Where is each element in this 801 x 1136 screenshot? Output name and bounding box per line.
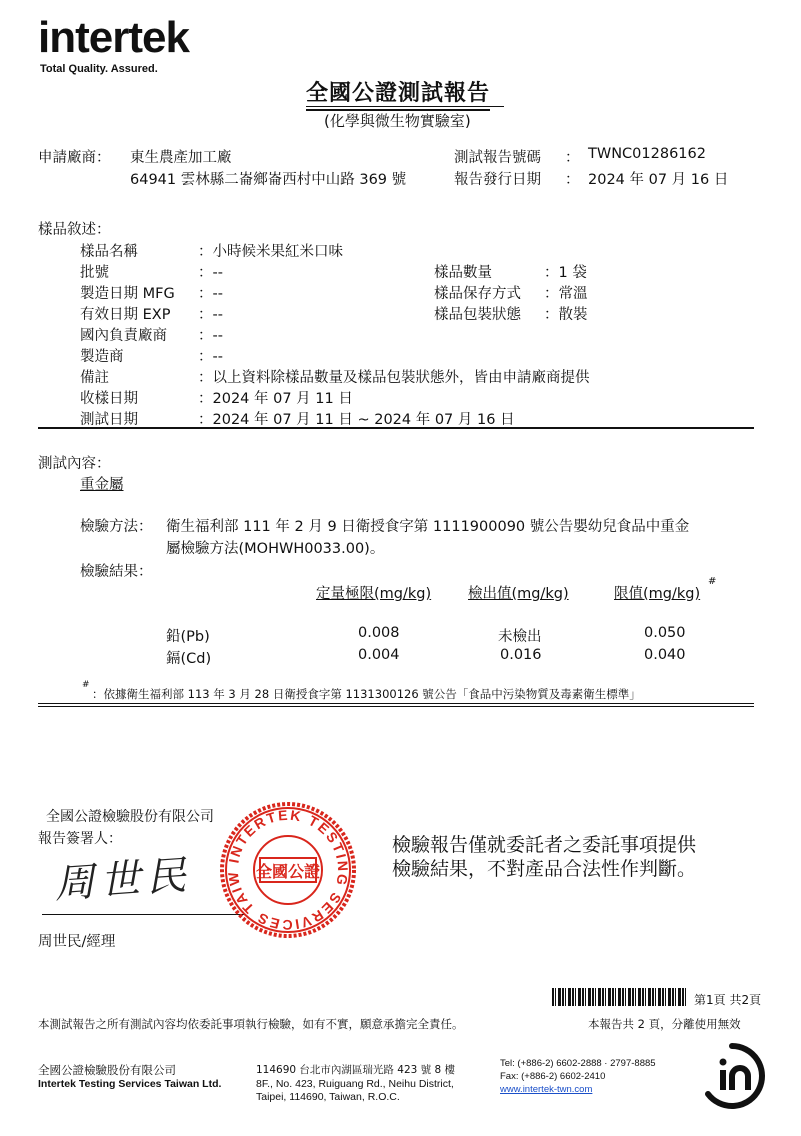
issue-date-label: 報告發行日期 — [454, 172, 541, 188]
sample-field-label: 樣品保存方式 — [434, 286, 521, 302]
applicant-address: 64941 雲林縣二崙鄉崙西村中山路 369 號 — [130, 172, 407, 188]
footer-address-en: 8F., No. 423, Ruiguang Rd., Neihu District, — [256, 1078, 454, 1090]
sample-field-label: 批號 — [80, 265, 109, 281]
section-divider — [38, 427, 754, 429]
sample-field-value: ：散裝 — [544, 307, 588, 323]
sample-field-value: ：2024 年 07 月 11 日 ~ 2024 年 07 月 16 日 — [198, 412, 515, 428]
method-text: 衛生福利部 111 年 2 月 9 日衛授食字第 1111900090 號公告嬰幼兒食品中重金 — [166, 519, 690, 535]
applicant-name: 東生農產加工廠 — [130, 150, 232, 166]
sample-field-value: ：以上資料除樣品數量及樣品包裝狀態外，皆由申請廠商提供 — [198, 370, 590, 386]
footer-address-en: Taipei, 114690, Taiwan, R.O.C. — [256, 1091, 400, 1103]
signer-name: 周世民/經理 — [38, 934, 116, 950]
result-loq: 0.008 — [358, 625, 400, 641]
notice-line: 檢驗報告僅就委託者之委託事項提供 — [392, 834, 697, 856]
sample-field-value: ：1 袋 — [544, 265, 587, 281]
report-subtitle: (化學與微生物實驗室) — [324, 112, 471, 130]
header-limit: 限值(mg/kg) — [614, 586, 701, 602]
sample-field-label: 樣品數量 — [434, 265, 492, 281]
report-title: 全國公證測試報告 — [306, 76, 490, 111]
disclaimer: 本測試報告之所有測試內容均依委託事項執行檢驗，如有不實，願意承擔完全責任。 — [38, 1017, 464, 1031]
seal-center-text: 全國公證 — [255, 862, 321, 881]
total-pages: 本報告共 2 頁，分離使用無效 — [588, 1017, 741, 1031]
report-no-label: 測試報告號碼 — [454, 150, 541, 166]
method-label: 檢驗方法： — [80, 519, 153, 535]
section-divider — [38, 706, 754, 707]
result-item: 鎘(Cd) — [166, 651, 212, 667]
intertek-logo: intertek — [38, 13, 189, 62]
test-section-label: 測試內容： — [38, 456, 111, 472]
notice-line: 檢驗結果，不對產品合法性作判斷。 — [392, 858, 697, 880]
sample-field-value: ：-- — [198, 307, 223, 323]
result-label: 檢驗結果： — [80, 564, 153, 580]
intertek-circle-logo-icon — [696, 1040, 768, 1116]
barcode — [552, 988, 688, 1006]
footer-url-link[interactable]: www.intertek-twn.com — [500, 1084, 593, 1095]
sample-field-label: 國內負責廠商 — [80, 328, 167, 344]
header-limit-mark: # — [708, 576, 717, 587]
page-info: 第1頁 共2頁 — [694, 993, 762, 1007]
footer-address-zh: 114690 台北市內湖區瑞光路 423 號 8 樓 — [256, 1064, 455, 1076]
footer-fax: Fax: (+886-2) 6602-2410 — [500, 1071, 606, 1082]
signer-label: 報告簽署人： — [38, 831, 122, 847]
sample-field-label: 製造日期 MFG — [80, 286, 175, 302]
brand-tagline: Total Quality. Assured. — [40, 63, 158, 75]
sample-field-label: 製造商 — [80, 349, 124, 365]
header-loq: 定量極限(mg/kg) — [316, 586, 432, 602]
sample-field-value: ：-- — [198, 286, 223, 302]
sample-field-value: ：2024 年 07 月 11 日 — [198, 391, 353, 407]
sample-field-label: 備註 — [80, 370, 109, 386]
footer-company-en: Intertek Testing Services Taiwan Ltd. — [38, 1078, 222, 1090]
footer-tel: Tel: (+886-2) 6602-2888 · 2797-8885 — [500, 1058, 656, 1069]
sample-field-label: 樣品包裝狀態 — [434, 307, 521, 323]
report-no: TWNC01286162 — [588, 146, 706, 162]
footnote-text: ：依據衛生福利部 113 年 3 月 28 日衛授食字第 1131300126 號公告「食品中污染物質及毒素衛生標準」 — [92, 687, 641, 701]
sample-section-label: 樣品敘述： — [38, 222, 111, 238]
result-detected: 未檢出 — [498, 629, 542, 645]
result-limit: 0.050 — [644, 625, 686, 641]
test-category: 重金屬 — [80, 477, 124, 493]
result-item: 鉛(Pb) — [166, 629, 210, 645]
applicant-label: 申請廠商： — [38, 150, 111, 166]
seal-outer-text: INTERTEK TESTING SERVICES TAIW — [224, 806, 352, 934]
result-detected: 0.016 — [500, 647, 542, 663]
section-divider — [38, 703, 754, 704]
header-detected: 檢出值(mg/kg) — [468, 586, 569, 602]
method-text: 屬檢驗方法(MOHWH0033.00)。 — [166, 541, 385, 557]
sample-field-label: 收樣日期 — [80, 391, 138, 407]
footnote-mark: # — [82, 680, 90, 690]
colon: ： — [565, 172, 580, 188]
sample-field-value: ：常溫 — [544, 286, 588, 302]
sample-field-label: 測試日期 — [80, 412, 138, 428]
sample-field-label: 樣品名稱 — [80, 244, 138, 260]
result-loq: 0.004 — [358, 647, 400, 663]
signature-line — [42, 914, 244, 915]
title-underline — [306, 106, 504, 107]
sample-field-value: ：-- — [198, 328, 223, 344]
sample-field-label: 有效日期 EXP — [80, 307, 171, 323]
result-limit: 0.040 — [644, 647, 686, 663]
sample-field-value: ：小時候米果紅米口味 — [198, 244, 343, 260]
issue-date: 2024 年 07 月 16 日 — [588, 172, 729, 188]
signature-handwriting: 周世民 — [52, 852, 194, 908]
sample-field-value: ：-- — [198, 265, 223, 281]
company-seal — [218, 800, 358, 940]
colon: ： — [565, 150, 580, 166]
sign-company: 全國公證檢驗股份有限公司 — [46, 809, 214, 825]
sample-field-value: ：-- — [198, 349, 223, 365]
footer-company-zh: 全國公證檢驗股份有限公司 — [38, 1063, 176, 1077]
